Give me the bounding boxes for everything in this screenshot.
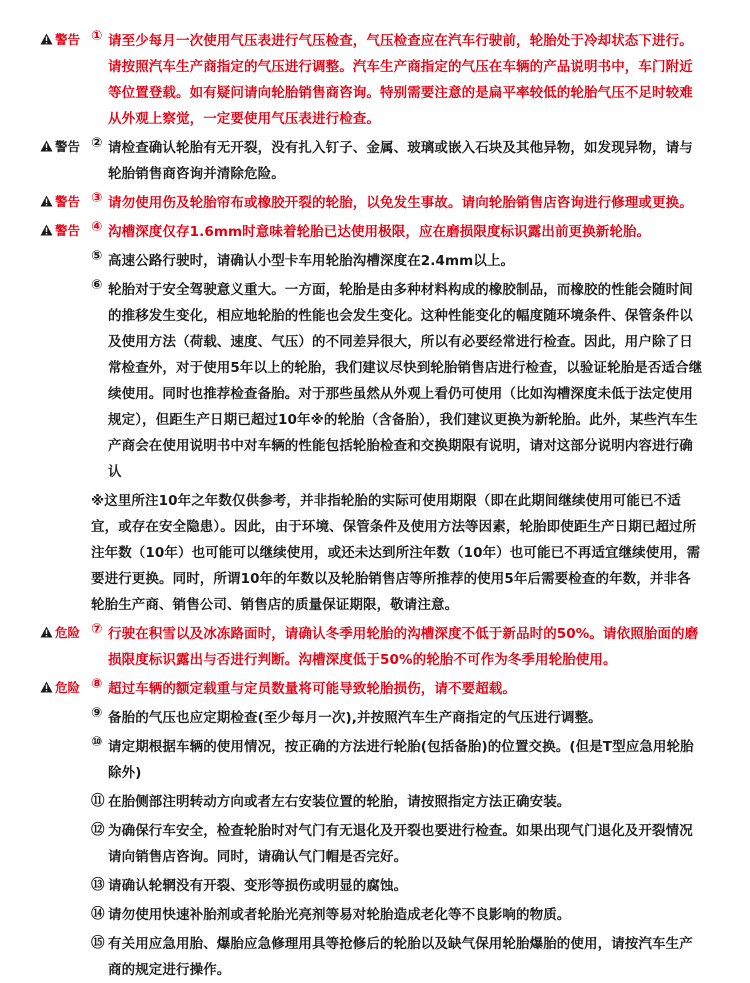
danger-label-text: 危险	[55, 680, 81, 695]
item-10	[0, 734, 750, 786]
item-number: ⑭	[91, 906, 105, 922]
item-text: 请勿使用伤及轮胎帘布或橡胶开裂的轮胎，以免发生事故。请向轮胎销售店咨询进行修理或更换。	[108, 195, 693, 211]
item-text: 请定期根据车辆的使用情况，按正确的方法进行轮胎(包括备胎)的位置交换。(但是T型应急用轮胎除外)	[108, 739, 694, 781]
warning-label-text: 警告	[55, 139, 81, 154]
warning-triangle-icon	[40, 681, 53, 693]
item-number: ⑦	[91, 621, 103, 637]
footnote-text: ※这里所注10年之年数仅供参考，并非指轮胎的实际可使用期限（即在此期间继续使用可能已不适宜，或存在安全隐患）。因此，由于环境、保管条件及使用方法等因素，轮胎即使距生产日期已超过所注年数（10年）也可能可以继续使用，或还未达到所注年数（10年）也可能已不再适宜继续使用，需要进行更换。同时，所谓10年的年数以及轮胎销售店等所推荐的使用5年后需要检查的年数，并非各轮胎生产商、销售公司、销售店的质量保证期限，敬请注意。	[91, 493, 701, 613]
item-number: ②	[91, 135, 103, 151]
item-3	[0, 190, 750, 216]
item-text: 为确保行车安全，检查轮胎时对气门有无退化及开裂也要进行检查。如果出现气门退化及开裂情况请向销售店咨询。同时，请确认气门帽是否完好。	[108, 823, 693, 865]
item-1	[0, 28, 750, 132]
item-text: 在胎侧部注明转动方向或者左右安装位置的轮胎，请按照指定方法正确安装。	[108, 794, 571, 810]
item-number: ④	[91, 219, 103, 235]
danger-label-text: 危险	[55, 625, 81, 640]
warning-triangle-icon	[40, 626, 53, 638]
item-text: 请至少每月一次使用气压表进行气压检查，气压检查应在汽车行驶前，轮胎处于冷却状态下进行。请按照汽车生产商指定的气压进行调整。汽车生产商指定的气压在车辆的产品说明书中，车门附近等位置登载。如有疑问请向轮胎销售商咨询。特别需要注意的是扁平率较低的轮胎气压不足时较难从外观上察觉，一定要使用气压表进行检查。	[108, 33, 693, 127]
item-number: ①	[91, 28, 103, 44]
item-12	[0, 818, 750, 870]
item-text: 有关用应急用胎、爆胎应急修理用具等抢修后的轮胎以及缺气保用轮胎爆胎的使用，请按汽车生产商的规定进行操作。	[108, 936, 693, 978]
item-text: 高速公路行驶时，请确认小型卡车用轮胎沟槽深度在2.4mm以上。	[108, 253, 515, 269]
item-5	[0, 248, 750, 274]
item-text: 轮胎对于安全驾驶意义重大。一方面，轮胎是由多种材料构成的橡胶制品，而橡胶的性能会随时间的推移发生变化，相应地轮胎的性能也会发生变化。这种性能变化的幅度随环境条件、保管条件以及使用方法（荷载、速度、气压）的不同差异很大，所以有必要经常进行检查。因此，用户除了日常检查外，对于使用5年以上的轮胎，我们建议尽快到轮胎销售店进行检查，以验证轮胎是否适合继续使用。同时也推荐检查备胎。对于那些虽然从外观上看仍可使用（比如沟槽深度未低于法定使用规定），但距生产日期已超过10年※的轮胎（含备胎），我们建议更换为新轮胎。此外，某些汽车生产商会在使用说明书中对车辆的性能包括轮胎检查和交换期限有说明，请对这部分说明内容进行确认	[108, 282, 703, 480]
danger-label	[40, 623, 90, 641]
danger-label	[40, 678, 90, 696]
item-text: 备胎的气压也应定期检查(至少每月一次),并按照汽车生产商指定的气压进行调整。	[108, 710, 602, 726]
item-text: 请确认轮辋没有开裂、变形等损伤或明显的腐蚀。	[108, 878, 408, 894]
item-number: ⑤	[91, 248, 103, 264]
warning-label-text: 警告	[55, 223, 81, 238]
item-2	[0, 135, 750, 187]
warning-triangle-icon	[40, 224, 53, 236]
warning-label	[40, 192, 90, 210]
item-number: ⑨	[91, 705, 103, 721]
item-number: ⑪	[91, 793, 105, 809]
item-number: ⑩	[91, 734, 103, 750]
item-text: 超过车辆的额定载重与定员数量将可能导致轮胎损伤，请不要超载。	[108, 681, 516, 697]
item-9	[0, 705, 750, 731]
item-text: 行驶在积雪以及冰冻路面时，请确认冬季用轮胎的沟槽深度不低于新品时的50%。请依照胎面的磨损限度标识露出与否进行判断。沟槽深度低于50%的轮胎不可作为冬季用轮胎使用。	[108, 626, 699, 668]
item-14	[0, 902, 750, 928]
item-number: ⑬	[91, 877, 105, 893]
item-number: ⑫	[91, 822, 105, 838]
warning-triangle-icon	[40, 33, 53, 45]
item-number: ⑧	[91, 676, 103, 692]
item-7	[0, 621, 750, 673]
warning-label-text: 警告	[55, 194, 81, 209]
warning-triangle-icon	[40, 140, 53, 152]
warning-label	[40, 30, 90, 48]
item-number: ⑮	[91, 935, 105, 951]
warning-triangle-icon	[40, 195, 53, 207]
item-4	[0, 219, 750, 245]
item-text: 请勿使用快速补胎剂或者轮胎光亮剂等易对轮胎造成老化等不良影响的物质。	[108, 907, 571, 923]
item-number: ③	[91, 190, 103, 206]
item-6-note	[0, 488, 750, 618]
item-8	[0, 676, 750, 702]
item-6	[0, 277, 750, 485]
warning-label	[40, 137, 90, 155]
item-number: ⑥	[91, 277, 103, 293]
item-text: 沟槽深度仅存1.6mm时意味着轮胎已达使用极限，应在磨损限度标识露出前更换新轮胎。	[108, 224, 651, 240]
warning-label-text: 警告	[55, 32, 81, 47]
item-11	[0, 789, 750, 815]
item-text: 请检查确认轮胎有无开裂，没有扎入钉子、金属、玻璃或嵌入石块及其他异物，如发现异物，请与轮胎销售商咨询并清除危险。	[108, 140, 693, 182]
item-13	[0, 873, 750, 899]
item-15	[0, 931, 750, 983]
warning-label	[40, 221, 90, 239]
